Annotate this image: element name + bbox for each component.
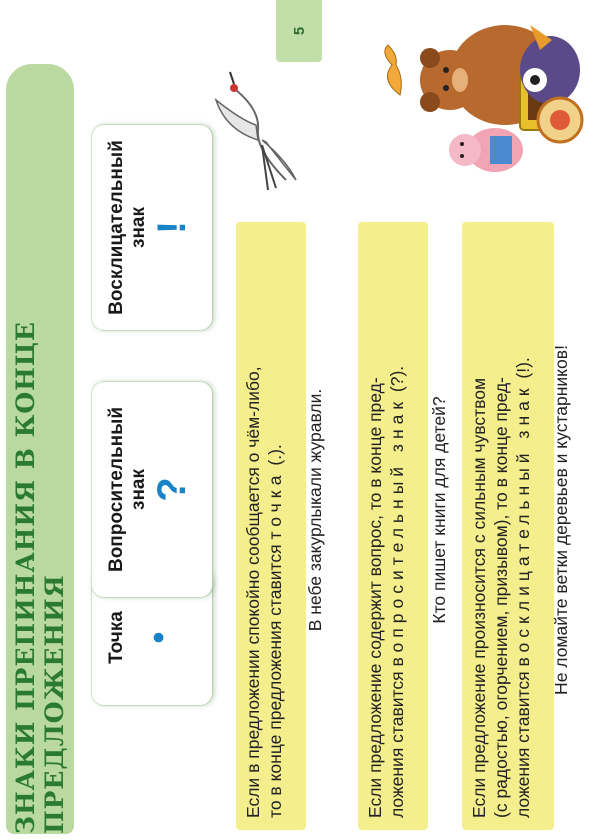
title-band [6,64,74,834]
rule-exclamation-term: восклицательный знак [513,383,533,667]
rule-period-line2-text: то в конце предложения ставится [265,539,285,818]
rule-question-line1: Если предложение содержит вопрос, то в конце пред- [365,377,385,818]
rule-question-symbol: (?). [387,365,407,397]
rule-question-term: вопросительный знак [387,396,407,667]
rule-period-term: точка [265,470,285,540]
card-period-title: Точка [106,611,127,664]
rule-exclamation-line2: (с радостью, огорчением, призывом), то в конце пред- [491,376,511,818]
period-mark: • [140,631,178,644]
card-question-title: Вопросительный знак [106,406,149,573]
page-title: ЗНАКИ ПРЕПИНАНИЯ В КОНЦЕ ПРЕДЛОЖЕНИЯ [11,321,69,834]
rule-exclamation-symbol: (!). [513,357,533,384]
owl-icon [480,10,600,150]
question-mark: ? [150,477,194,502]
example-exclamation: Не ломайте ветки деревьев и кустарников! [551,345,571,695]
card-question [92,382,212,597]
page-number-tab [276,0,322,62]
rule-question-line2 [386,232,408,818]
example-question: Кто пишет книги для детей? [429,396,449,624]
rule-band-question [358,222,428,830]
rule-period-line1: Если в предложении спокойно сообщается о чём-либо, [243,366,263,818]
crane-icon [196,70,306,200]
bird-icon [370,40,410,100]
rule-band-period [236,222,306,830]
rule-exclamation-line3-text: ложения ставится [513,666,533,818]
rule-exclamation-line1: Если предложение произносится с сильным чувством [469,377,489,818]
rule-exclamation-line3 [512,232,534,818]
page-number: 5 [290,26,308,36]
exclamation-mark: ! [150,220,194,235]
rule-period-symbol: (.). [265,444,285,471]
card-exclamation-title: Восклицательный знак [106,140,149,315]
example-period: В небе закурлыкали журавли. [305,388,325,632]
card-exclamation [92,125,212,330]
rule-period-line2 [264,232,286,818]
rule-question-line2-text: ложения ставится [387,666,407,818]
rule-band-exclamation [462,222,554,830]
